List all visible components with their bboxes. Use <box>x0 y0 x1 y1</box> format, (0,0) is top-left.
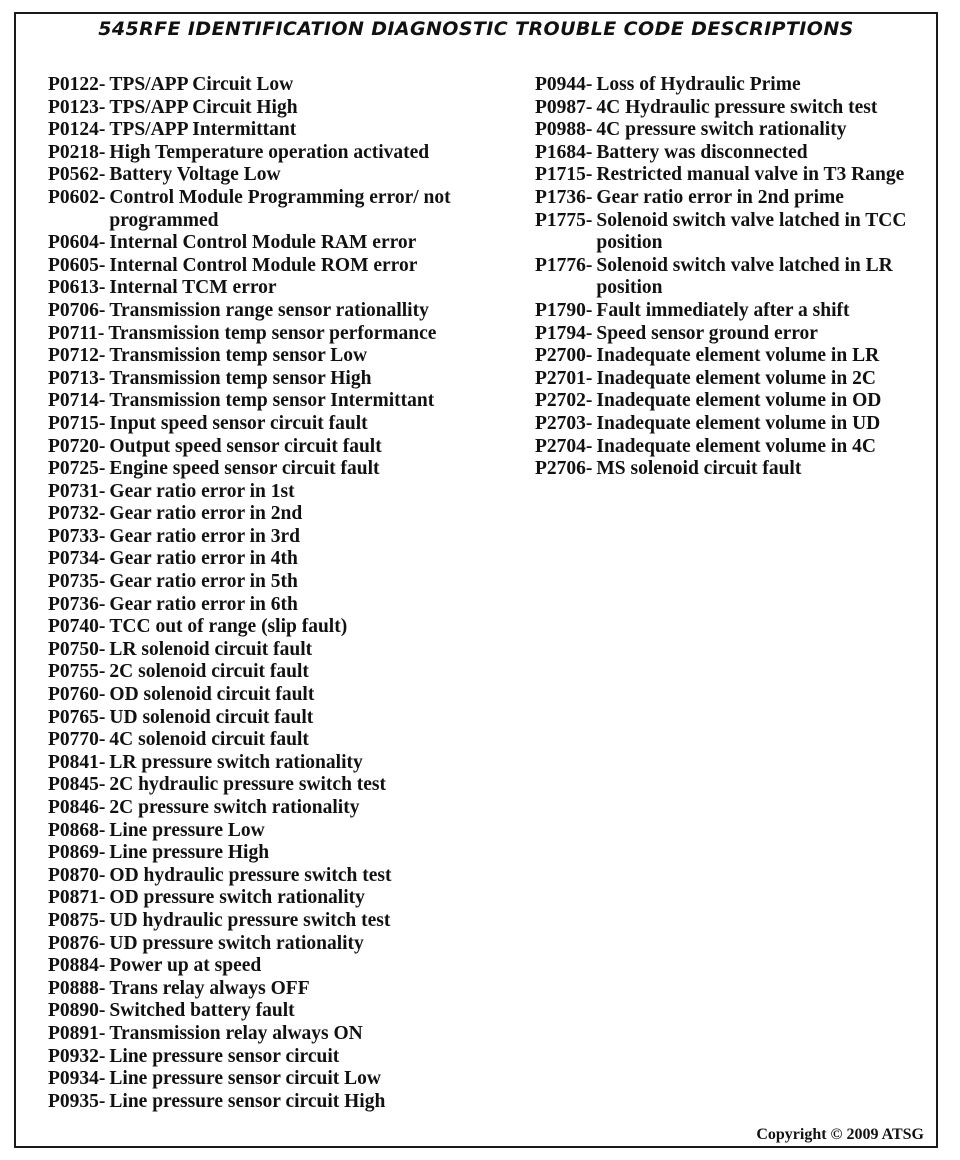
trouble-code: P0884- <box>48 955 106 977</box>
code-description: Transmission temp sensor Low <box>109 345 368 367</box>
trouble-code: P1736- <box>535 186 593 208</box>
trouble-code: P1684- <box>535 141 593 163</box>
code-description: Engine speed sensor circuit fault <box>109 458 380 480</box>
code-description: Transmission temp sensor High <box>109 367 372 389</box>
code-entry <box>535 413 945 436</box>
code-entry <box>48 616 528 639</box>
code-description: Inadequate element volume in UD <box>596 412 881 434</box>
code-description: Inadequate element volume in 4C <box>596 435 876 457</box>
code-entry <box>48 684 528 707</box>
code-entry <box>48 97 528 120</box>
code-entry <box>535 187 945 210</box>
code-entry <box>48 458 528 481</box>
trouble-code: P0731- <box>48 480 106 502</box>
trouble-code: P0124- <box>48 119 106 141</box>
trouble-code: P0770- <box>48 729 106 751</box>
code-entry <box>48 955 528 978</box>
code-description: Inadequate element volume in OD <box>596 390 882 412</box>
code-entry <box>535 97 945 120</box>
trouble-code: P0934- <box>48 1068 106 1090</box>
trouble-code: P0613- <box>48 277 106 299</box>
copyright-notice: Copyright © 2009 ATSG <box>756 1126 924 1143</box>
code-description: UD hydraulic pressure switch test <box>109 909 391 931</box>
trouble-code: P0123- <box>48 96 106 118</box>
code-description: Power up at speed <box>109 955 262 977</box>
code-entry <box>48 729 528 752</box>
trouble-code: P2701- <box>535 367 593 389</box>
code-entry <box>48 842 528 865</box>
code-description: Internal Control Module RAM error <box>109 232 417 254</box>
code-entry <box>48 594 528 617</box>
code-entry <box>48 323 528 346</box>
code-entry <box>535 119 945 142</box>
trouble-code: P0876- <box>48 932 106 954</box>
code-entry <box>535 345 945 368</box>
code-description: TCC out of range (slip fault) <box>109 616 348 638</box>
code-entry <box>48 887 528 910</box>
code-entry <box>535 368 945 391</box>
trouble-code: P0755- <box>48 661 106 683</box>
trouble-code: P0711- <box>48 322 105 344</box>
code-description: Gear ratio error in 3rd <box>109 525 301 547</box>
code-entry <box>48 933 528 956</box>
code-entry <box>48 1091 528 1114</box>
code-entry <box>48 1068 528 1091</box>
trouble-code: P0944- <box>535 74 593 95</box>
code-entry <box>48 1000 528 1023</box>
code-entry <box>535 255 945 300</box>
code-description: Gear ratio error in 5th <box>109 571 298 593</box>
trouble-code: P1790- <box>535 299 593 321</box>
code-description: MS solenoid circuit fault <box>596 458 802 480</box>
trouble-code: P0734- <box>48 548 106 570</box>
trouble-code: P1715- <box>535 164 593 186</box>
trouble-code: P0760- <box>48 684 106 706</box>
trouble-code: P0604- <box>48 232 106 254</box>
code-entry <box>48 300 528 323</box>
trouble-code: P0122- <box>48 74 106 95</box>
code-description: Control Module Programming error/ not programmed <box>109 186 451 231</box>
code-entry <box>48 707 528 730</box>
code-description: Trans relay always OFF <box>109 977 310 999</box>
code-entry <box>48 978 528 1001</box>
code-description: 4C solenoid circuit fault <box>109 729 309 751</box>
code-entry <box>48 390 528 413</box>
trouble-code: P0720- <box>48 435 106 457</box>
code-description: Solenoid switch valve latched in TCC position <box>596 209 907 254</box>
trouble-code: P0715- <box>48 412 106 434</box>
code-entry <box>48 774 528 797</box>
code-entry <box>48 142 528 165</box>
code-entry <box>48 1023 528 1046</box>
trouble-code: P0706- <box>48 299 106 321</box>
trouble-code: P2700- <box>535 345 593 367</box>
code-entry <box>535 210 945 255</box>
code-description: 2C hydraulic pressure switch test <box>109 774 387 796</box>
code-entry <box>48 413 528 436</box>
trouble-code: P0562- <box>48 164 106 186</box>
code-description: Input speed sensor circuit fault <box>109 412 368 434</box>
trouble-code: P0713- <box>48 367 106 389</box>
code-entry <box>48 526 528 549</box>
code-description: LR solenoid circuit fault <box>109 638 313 660</box>
trouble-code: P0846- <box>48 797 106 818</box>
trouble-code: P2702- <box>535 390 593 412</box>
code-entry <box>48 820 528 843</box>
document-frame <box>14 12 938 1148</box>
trouble-code: P2704- <box>535 435 593 457</box>
code-description: Inadequate element volume in 2C <box>596 367 876 389</box>
code-description: Speed sensor ground error <box>596 322 818 344</box>
trouble-code: P0891- <box>48 1022 106 1044</box>
code-description: LR pressure switch rationality <box>109 751 363 773</box>
code-description: Transmission temp sensor performance <box>108 322 437 344</box>
code-description: Battery was disconnected <box>596 141 808 163</box>
code-description: Line pressure sensor circuit Low <box>109 1068 381 1090</box>
code-description: OD solenoid circuit fault <box>109 684 315 706</box>
code-entry <box>48 661 528 684</box>
code-entry <box>48 1046 528 1069</box>
code-description: Internal Control Module ROM error <box>109 254 418 276</box>
trouble-code: P0735- <box>48 571 106 593</box>
code-description: Transmission temp sensor Intermittant <box>109 390 435 412</box>
code-description: Gear ratio error in 2nd prime <box>596 186 844 208</box>
code-description: Line pressure sensor circuit High <box>109 1090 386 1112</box>
code-description: OD pressure switch rationality <box>109 887 365 909</box>
code-description: Loss of Hydraulic Prime <box>596 74 801 95</box>
trouble-code: P0845- <box>48 774 106 796</box>
code-description: Line pressure High <box>109 842 270 864</box>
code-entry <box>535 142 945 165</box>
code-entry <box>535 436 945 459</box>
right-code-column <box>535 74 945 481</box>
code-entry <box>535 390 945 413</box>
trouble-code: P0870- <box>48 864 106 886</box>
code-description: Gear ratio error in 2nd <box>109 503 303 525</box>
trouble-code: P0869- <box>48 842 106 864</box>
trouble-code: P0890- <box>48 1000 106 1022</box>
code-entry <box>48 436 528 459</box>
code-description: Internal TCM error <box>109 277 277 299</box>
code-description: 2C pressure switch rationality <box>109 797 360 818</box>
trouble-code: P0736- <box>48 593 106 615</box>
trouble-code: P0871- <box>48 887 106 909</box>
code-entry <box>48 639 528 662</box>
trouble-code: P0605- <box>48 254 106 276</box>
code-entry <box>48 368 528 391</box>
code-description: 4C pressure switch rationality <box>596 119 847 141</box>
code-description: TPS/APP Intermittant <box>109 119 297 141</box>
trouble-code: P2706- <box>535 458 593 480</box>
code-entry <box>48 232 528 255</box>
code-description: Output speed sensor circuit fault <box>109 435 382 457</box>
code-description: High Temperature operation activated <box>109 141 430 163</box>
trouble-code: P1776- <box>535 254 593 276</box>
code-description: UD pressure switch rationality <box>109 932 364 954</box>
code-entry <box>48 255 528 278</box>
code-description: Transmission range sensor rationallity <box>109 299 429 321</box>
code-entry <box>48 119 528 142</box>
code-description: UD solenoid circuit fault <box>109 706 314 728</box>
code-description: Restricted manual valve in T3 Range <box>596 164 905 186</box>
code-description: Inadequate element volume in LR <box>596 345 880 367</box>
trouble-code: P0765- <box>48 706 106 728</box>
trouble-code: P0602- <box>48 186 106 208</box>
trouble-code: P0932- <box>48 1045 106 1067</box>
trouble-code: P0935- <box>48 1090 106 1112</box>
code-entry <box>535 300 945 323</box>
left-code-column <box>48 74 528 1113</box>
code-entry <box>48 74 528 97</box>
code-entry <box>535 458 945 481</box>
code-entry <box>48 752 528 775</box>
code-entry <box>48 277 528 300</box>
code-description: Solenoid switch valve latched in LR position <box>596 254 893 299</box>
trouble-code: P2703- <box>535 412 593 434</box>
trouble-code: P0841- <box>48 751 106 773</box>
trouble-code: P0888- <box>48 977 106 999</box>
trouble-code: P0868- <box>48 819 106 841</box>
code-entry <box>48 481 528 504</box>
trouble-code: P0987- <box>535 96 593 118</box>
code-entry <box>48 345 528 368</box>
code-description: TPS/APP Circuit Low <box>109 74 294 95</box>
code-description: Switched battery fault <box>109 1000 295 1022</box>
code-description: Gear ratio error in 6th <box>109 593 298 615</box>
code-entry <box>48 571 528 594</box>
code-entry <box>535 323 945 346</box>
trouble-code: P0218- <box>48 141 106 163</box>
trouble-code: P0740- <box>48 616 106 638</box>
code-description: Transmission relay always ON <box>109 1022 363 1044</box>
code-entry <box>48 548 528 571</box>
code-entry <box>48 164 528 187</box>
trouble-code: P0750- <box>48 638 106 660</box>
trouble-code: P0712- <box>48 345 106 367</box>
code-entry <box>48 187 528 232</box>
code-entry <box>535 164 945 187</box>
code-description: 2C solenoid circuit fault <box>109 661 309 683</box>
code-description: 4C Hydraulic pressure switch test <box>596 96 878 118</box>
code-description: Gear ratio error in 1st <box>109 480 295 502</box>
code-description: TPS/APP Circuit High <box>109 96 298 118</box>
trouble-code: P0733- <box>48 525 106 547</box>
code-entry <box>48 797 528 820</box>
code-entry <box>535 74 945 97</box>
code-description: Fault immediately after a shift <box>596 299 850 321</box>
trouble-code: P0725- <box>48 458 106 480</box>
code-entry <box>48 503 528 526</box>
code-description: Battery Voltage Low <box>109 164 281 186</box>
code-entry <box>48 865 528 888</box>
code-description: Line pressure sensor circuit <box>109 1045 340 1067</box>
code-description: OD hydraulic pressure switch test <box>109 864 392 886</box>
code-description: Line pressure Low <box>109 819 265 841</box>
trouble-code: P0988- <box>535 119 593 141</box>
code-description: Gear ratio error in 4th <box>109 548 298 570</box>
trouble-code: P0714- <box>48 390 106 412</box>
page-title: 545RFE IDENTIFICATION DIAGNOSTIC TROUBLE CODE DESCRIPTIONS <box>98 18 854 40</box>
trouble-code: P1794- <box>535 322 593 344</box>
code-entry <box>48 910 528 933</box>
trouble-code: P0732- <box>48 503 106 525</box>
trouble-code: P1775- <box>535 209 593 231</box>
trouble-code: P0875- <box>48 909 106 931</box>
